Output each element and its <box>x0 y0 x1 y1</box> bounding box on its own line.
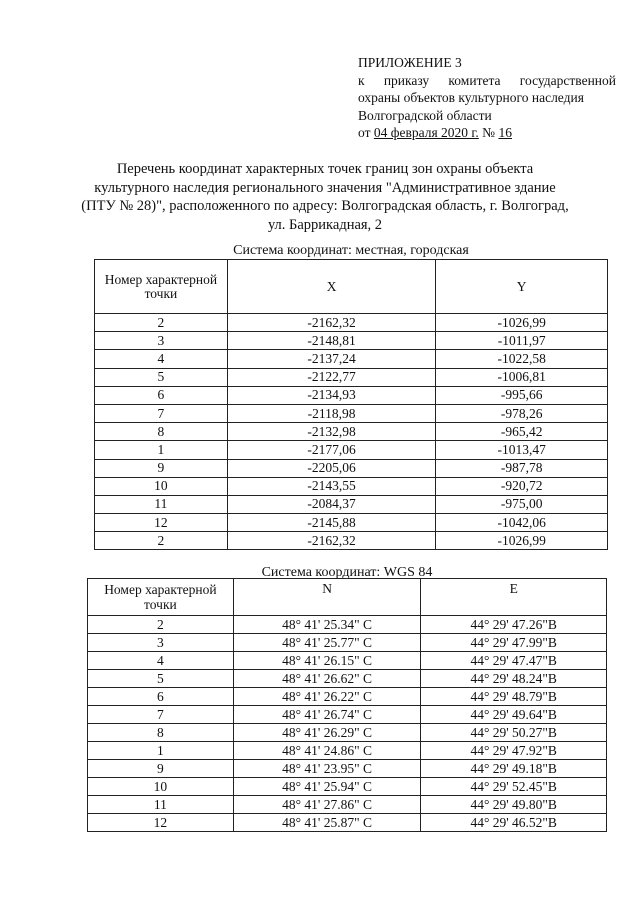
cell-coordinate-2: -1022,58 <box>436 350 608 368</box>
cell-coordinate-1: -2118,98 <box>227 404 436 422</box>
number-sign: № <box>482 125 496 140</box>
table-row <box>88 778 607 796</box>
cell-coordinate-1: -2177,06 <box>227 441 436 459</box>
appendix-date-line <box>358 124 616 142</box>
table-row <box>88 814 607 832</box>
cell-coordinate-1: -2143,55 <box>227 477 436 495</box>
cell-coordinate-2: -1006,81 <box>436 368 608 386</box>
cell-coordinate-2: -978,26 <box>436 404 608 422</box>
cell-coordinate-1: 48° 41' 26.62" С <box>233 670 421 688</box>
table-row <box>88 616 607 634</box>
cell-coordinate-1: -2084,37 <box>227 495 436 513</box>
cell-coordinate-1: 48° 41' 26.15" С <box>233 652 421 670</box>
table-row <box>95 314 608 332</box>
cell-coordinate-1: 48° 41' 26.29" С <box>233 724 421 742</box>
cell-coordinate-1: 48° 41' 25.94" С <box>233 778 421 796</box>
wgs-coordinates-table <box>87 578 607 832</box>
cell-point-number: 5 <box>95 368 228 386</box>
cell-point-number: 4 <box>88 652 234 670</box>
cell-coordinate-2: -1013,47 <box>436 441 608 459</box>
cell-point-number: 9 <box>88 760 234 778</box>
cell-point-number: 4 <box>95 350 228 368</box>
table-row <box>95 441 608 459</box>
cell-point-number: 7 <box>95 404 228 422</box>
local-table-body <box>95 314 608 550</box>
order-date: 04 февраля 2020 г. <box>373 125 479 140</box>
cell-point-number: 10 <box>88 778 234 796</box>
appendix-block <box>358 54 616 142</box>
cell-coordinate-2: 44° 29' 47.47"В <box>421 652 607 670</box>
table-row <box>95 477 608 495</box>
cell-coordinate-1: -2148,81 <box>227 332 436 350</box>
cell-point-number: 6 <box>95 386 228 404</box>
cell-coordinate-2: -1011,97 <box>436 332 608 350</box>
header-e: E <box>421 579 607 616</box>
header-x: X <box>227 260 436 314</box>
cell-coordinate-2: 44° 29' 47.99"В <box>421 634 607 652</box>
cell-point-number: 6 <box>88 688 234 706</box>
table-row <box>88 688 607 706</box>
cell-coordinate-1: -2137,24 <box>227 350 436 368</box>
cell-coordinate-2: 44° 29' 50.27"В <box>421 724 607 742</box>
cell-coordinate-2: -1026,99 <box>436 532 608 550</box>
table-row <box>88 760 607 778</box>
table-row <box>88 634 607 652</box>
cell-point-number: 1 <box>95 441 228 459</box>
cell-point-number: 1 <box>88 742 234 760</box>
table-row <box>95 404 608 422</box>
cell-coordinate-2: -987,78 <box>436 459 608 477</box>
wgs-table-body <box>88 616 607 832</box>
cell-point-number: 9 <box>95 459 228 477</box>
cell-coordinate-1: 48° 41' 25.77" С <box>233 634 421 652</box>
cell-coordinate-2: 44° 29' 49.80"В <box>421 796 607 814</box>
cell-coordinate-2: -965,42 <box>436 423 608 441</box>
cell-coordinate-1: 48° 41' 26.74" С <box>233 706 421 724</box>
table-row <box>88 796 607 814</box>
header-y: Y <box>436 260 608 314</box>
table-row <box>95 386 608 404</box>
cell-coordinate-1: 48° 41' 23.95" С <box>233 760 421 778</box>
heading-line-4: ул. Баррикадная, 2 <box>267 216 383 233</box>
document-heading <box>60 160 590 234</box>
cell-coordinate-2: -920,72 <box>436 477 608 495</box>
table-row <box>95 368 608 386</box>
table-row <box>88 706 607 724</box>
wgs-table-caption: Система координат: WGS 84 <box>261 565 433 580</box>
cell-point-number: 11 <box>95 495 228 513</box>
header-point-number: Номер характерной точки <box>88 579 234 616</box>
cell-point-number: 3 <box>95 332 228 350</box>
appendix-line-committee: охраны объектов культурного наследия <box>358 90 584 105</box>
date-prefix: от <box>358 125 371 140</box>
table-row <box>95 495 608 513</box>
local-table-caption: Система координат: местная, городская <box>233 243 469 258</box>
cell-coordinate-1: -2162,32 <box>227 314 436 332</box>
local-coordinates-table <box>94 259 608 550</box>
cell-point-number: 12 <box>95 514 228 532</box>
cell-coordinate-1: 48° 41' 25.87" С <box>233 814 421 832</box>
cell-coordinate-1: -2145,88 <box>227 514 436 532</box>
cell-point-number: 10 <box>95 477 228 495</box>
table-row <box>95 350 608 368</box>
cell-coordinate-1: -2205,06 <box>227 459 436 477</box>
cell-point-number: 2 <box>95 532 228 550</box>
cell-coordinate-2: -1026,99 <box>436 314 608 332</box>
table-row <box>95 532 608 550</box>
heading-line-1: Перечень координат характерных точек границ зон охраны объекта <box>116 161 534 177</box>
cell-coordinate-2: 44° 29' 47.92"В <box>421 742 607 760</box>
order-number: 16 <box>498 125 512 140</box>
heading-line-3: (ПТУ № 28)", расположенного по адресу: Волгоградская область, г. Волгоград, <box>81 198 569 214</box>
table-row <box>95 514 608 532</box>
cell-coordinate-2: 44° 29' 52.45"В <box>421 778 607 796</box>
table-row <box>95 459 608 477</box>
cell-coordinate-2: -975,00 <box>436 495 608 513</box>
appendix-title: ПРИЛОЖЕНИЕ 3 <box>358 55 462 70</box>
table-row <box>95 332 608 350</box>
cell-coordinate-2: -995,66 <box>436 386 608 404</box>
cell-coordinate-1: 48° 41' 27.86" С <box>233 796 421 814</box>
appendix-line-region: Волгоградской области <box>358 107 492 123</box>
cell-point-number: 5 <box>88 670 234 688</box>
cell-point-number: 8 <box>88 724 234 742</box>
cell-point-number: 2 <box>95 314 228 332</box>
cell-coordinate-1: -2162,32 <box>227 532 436 550</box>
cell-point-number: 2 <box>88 616 234 634</box>
cell-coordinate-1: -2134,93 <box>227 386 436 404</box>
cell-coordinate-2: 44° 29' 48.24"В <box>421 670 607 688</box>
table-header-row <box>95 260 608 314</box>
cell-coordinate-2: 44° 29' 46.52"В <box>421 814 607 832</box>
cell-coordinate-1: -2132,98 <box>227 423 436 441</box>
header-point-number: Номер характерной точки <box>95 260 228 314</box>
table-row <box>88 742 607 760</box>
cell-coordinate-1: -2122,77 <box>227 368 436 386</box>
header-n: N <box>233 579 421 616</box>
cell-coordinate-1: 48° 41' 26.22" С <box>233 688 421 706</box>
cell-point-number: 8 <box>95 423 228 441</box>
cell-point-number: 12 <box>88 814 234 832</box>
cell-coordinate-2: 44° 29' 47.26"В <box>421 616 607 634</box>
table-row <box>88 724 607 742</box>
cell-point-number: 11 <box>88 796 234 814</box>
cell-coordinate-2: -1042,06 <box>436 514 608 532</box>
table-header-row <box>88 579 607 616</box>
cell-coordinate-1: 48° 41' 25.34" С <box>233 616 421 634</box>
appendix-line-order: к приказу комитета государственной <box>358 72 616 88</box>
cell-coordinate-2: 44° 29' 48.79"В <box>421 688 607 706</box>
cell-point-number: 7 <box>88 706 234 724</box>
cell-coordinate-2: 44° 29' 49.64"В <box>421 706 607 724</box>
table-row <box>88 652 607 670</box>
cell-coordinate-1: 48° 41' 24.86" С <box>233 742 421 760</box>
cell-point-number: 3 <box>88 634 234 652</box>
heading-line-2: культурного наследия регионального значения "Административное здание <box>94 179 556 196</box>
table-row <box>88 670 607 688</box>
table-row <box>95 423 608 441</box>
cell-coordinate-2: 44° 29' 49.18"В <box>421 760 607 778</box>
